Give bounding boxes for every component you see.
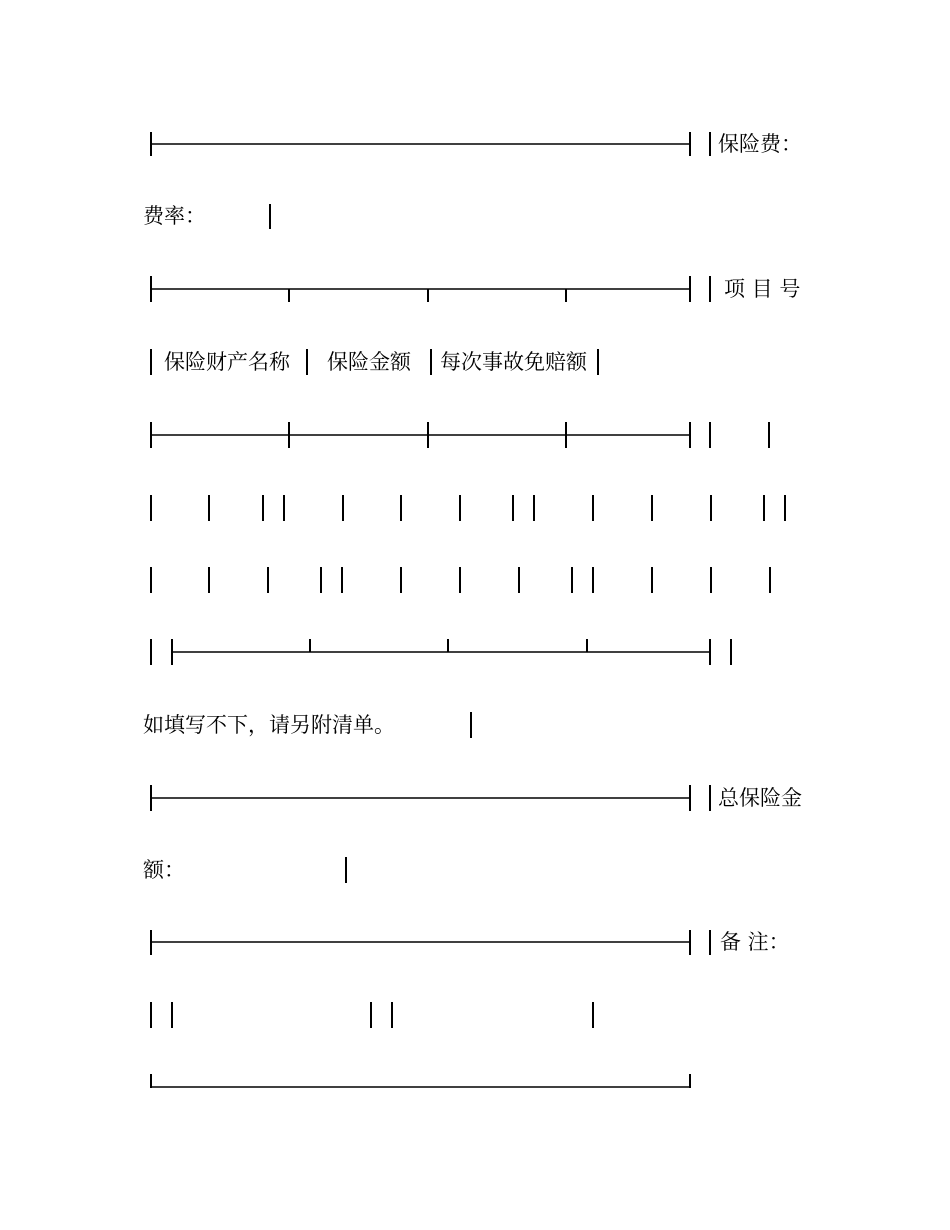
table-border-rule bbox=[0, 922, 950, 962]
cell-dividers bbox=[0, 996, 950, 1036]
line-premium bbox=[0, 124, 950, 164]
line-total-continued bbox=[0, 850, 950, 890]
line-rate bbox=[0, 196, 950, 236]
line-remarks-cells bbox=[0, 996, 950, 1036]
line-item-number bbox=[0, 270, 950, 310]
total-amount-label: 总保险金 bbox=[718, 786, 802, 810]
line-table-bottom bbox=[0, 632, 950, 672]
cell-divider bbox=[0, 196, 950, 236]
cell-divider bbox=[0, 706, 950, 746]
note-text: 如填写不下，请另附清单。 bbox=[143, 713, 395, 737]
line-empty-cells-2 bbox=[0, 560, 950, 600]
item-number-label: 项 目 号 bbox=[724, 277, 801, 301]
table-border-rule bbox=[0, 778, 950, 818]
form-bottom-border bbox=[0, 1068, 950, 1108]
line-total bbox=[0, 778, 950, 818]
line-empty-cells-1 bbox=[0, 488, 950, 528]
cell-dividers bbox=[0, 560, 950, 600]
rate-label: 费率： bbox=[143, 204, 206, 228]
total-amount-label-end: 额： bbox=[143, 858, 185, 882]
header-deductible: 每次事故免赔额 bbox=[440, 350, 587, 374]
cell-divider bbox=[0, 850, 950, 890]
header-insured-amount: 保险金额 bbox=[327, 350, 411, 374]
table-border-rule bbox=[0, 270, 950, 310]
cell-dividers bbox=[0, 488, 950, 528]
line-column-headers bbox=[0, 342, 950, 382]
table-border-rule bbox=[0, 416, 950, 456]
line-row-rule bbox=[0, 416, 950, 456]
line-remarks bbox=[0, 922, 950, 962]
table-border-rule bbox=[0, 124, 950, 164]
premium-label: 保险费： bbox=[718, 132, 802, 156]
remarks-label: 备 注： bbox=[720, 930, 790, 954]
header-property-name: 保险财产名称 bbox=[164, 350, 290, 374]
table-border-rule bbox=[0, 632, 950, 672]
line-note bbox=[0, 706, 950, 746]
line-form-bottom bbox=[0, 1068, 950, 1108]
